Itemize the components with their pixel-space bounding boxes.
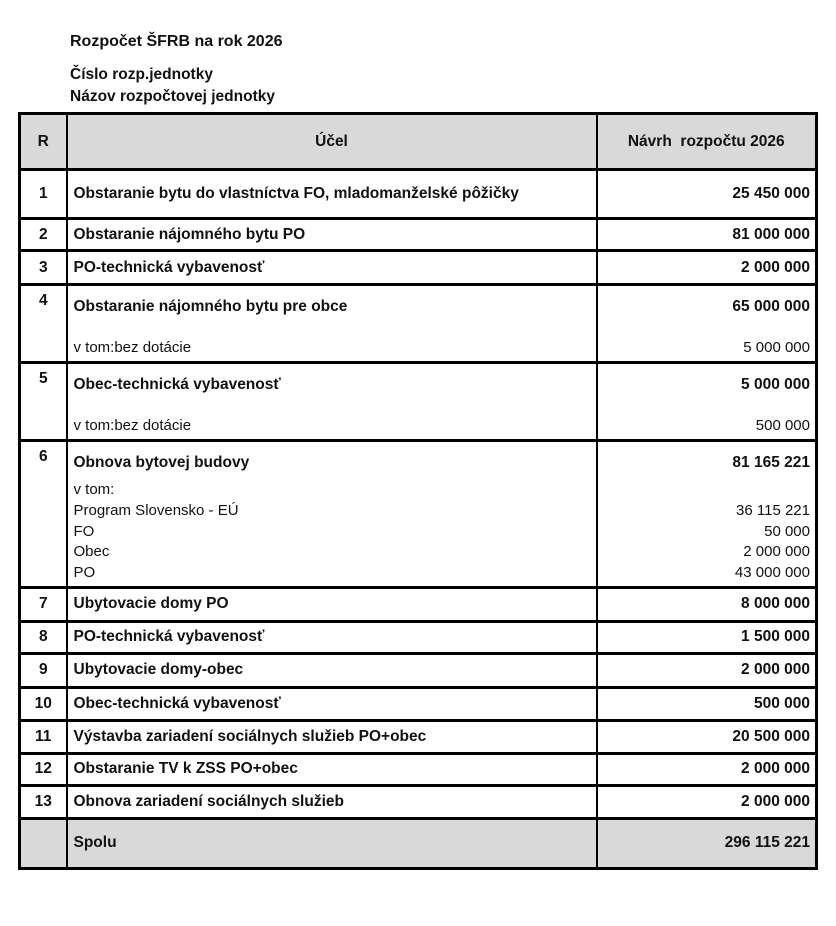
- total-value: 296 115 221: [597, 818, 817, 868]
- row-label: Ubytovacie domy PO: [67, 587, 597, 621]
- row-label: Obstaranie nájomného bytu pre obce: [73, 298, 348, 315]
- row-value: 81 165 221: [732, 454, 810, 471]
- document-header: [0, 0, 836, 108]
- row-label: Ubytovacie domy-obec: [67, 653, 597, 687]
- document-subtitle-1: Číslo rozp.jednotky: [70, 66, 213, 83]
- row-label: Obec-technická vybavenosť: [73, 376, 281, 393]
- row-value: 500 000: [597, 687, 817, 720]
- row-value-group: [597, 441, 817, 588]
- row-number: 3: [20, 251, 67, 285]
- header-cell-navrh: Návrh rozpočtu 2026: [597, 114, 817, 170]
- row-sub-values: [600, 480, 811, 584]
- row-label: Obstaranie bytu do vlastníctva FO, mladomanželské pôžičky: [67, 170, 597, 219]
- row-value: 2 000 000: [597, 753, 817, 785]
- row-label: Obstaranie nájomného bytu PO: [67, 219, 597, 251]
- row-label-group: [67, 363, 597, 441]
- row-number: 12: [20, 753, 67, 785]
- row-sub-label: PO: [73, 564, 96, 582]
- row-label: PO-technická vybavenosť: [67, 251, 597, 285]
- table-row: [20, 251, 817, 285]
- row-label: Obec-technická vybavenosť: [67, 687, 597, 720]
- row-sub-value: [600, 480, 811, 501]
- row-sub-labels: [74, 480, 592, 584]
- row-value: 1 500 000: [597, 621, 817, 653]
- row-sub-label: v tom:bez dotácie: [73, 339, 192, 356]
- table-row: [20, 285, 817, 363]
- table-row: [20, 621, 817, 653]
- row-value: 2 000 000: [597, 785, 817, 818]
- table-row: [20, 170, 817, 219]
- table-row: [20, 587, 817, 621]
- row-value-group: [597, 363, 817, 441]
- document-title: Rozpočet ŠFRB na rok 2026: [70, 33, 283, 50]
- row-number: 7: [20, 587, 67, 621]
- row-label: Obstaranie TV k ZSS PO+obec: [67, 753, 597, 785]
- row-sub-value: 500 000: [755, 417, 810, 434]
- row-sub-value: 5 000 000: [743, 339, 810, 356]
- row-number: 2: [20, 219, 67, 251]
- table-row: [20, 219, 817, 251]
- row-value: 65 000 000: [732, 298, 810, 315]
- table-row: [20, 687, 817, 720]
- table-row: [20, 653, 817, 687]
- row-number: 5: [20, 363, 67, 441]
- budget-table: [18, 112, 818, 870]
- row-number: 8: [20, 621, 67, 653]
- row-label-group: [67, 285, 597, 363]
- row-label: Obnova zariadení sociálnych služieb: [67, 785, 597, 818]
- row-number: 11: [20, 720, 67, 753]
- total-row-number-cell: [20, 818, 67, 868]
- row-label: Obnova bytovej budovy: [73, 454, 250, 471]
- row-value-group: [597, 285, 817, 363]
- row-sub-label: FO: [73, 522, 95, 540]
- header-cell-r: R: [20, 114, 67, 170]
- row-sub-value: 50 000: [764, 522, 810, 540]
- row-value: 25 450 000: [597, 170, 817, 219]
- row-value: 2 000 000: [597, 251, 817, 285]
- row-sub-value: 36 115 221: [736, 501, 810, 519]
- row-value: 2 000 000: [597, 653, 817, 687]
- table-header-row: [20, 114, 817, 170]
- row-sub-label: v tom:bez dotácie: [73, 417, 192, 434]
- row-label-group: [67, 441, 597, 588]
- row-number: 6: [20, 441, 67, 588]
- row-number: 10: [20, 687, 67, 720]
- row-value: 8 000 000: [597, 587, 817, 621]
- header-cell-ucel: Účel: [67, 114, 597, 170]
- row-number: 4: [20, 285, 67, 363]
- row-value: 5 000 000: [741, 376, 810, 393]
- table-row: [20, 785, 817, 818]
- row-number: 13: [20, 785, 67, 818]
- row-sub-label: v tom:: [73, 481, 115, 498]
- row-sub-value: 2 000 000: [743, 543, 810, 561]
- row-number: 1: [20, 170, 67, 219]
- row-label: PO-technická vybavenosť: [67, 621, 597, 653]
- row-sub-label: Obec: [73, 543, 110, 561]
- table-row: [20, 441, 817, 588]
- table-row: [20, 720, 817, 753]
- row-sub-label: Program Slovensko - EÚ: [73, 501, 239, 519]
- document-subtitle-2: Názov rozpočtovej jednotky: [70, 88, 275, 105]
- row-label: Výstavba zariadení sociálnych služieb PO+obec: [67, 720, 597, 753]
- table-row: [20, 363, 817, 441]
- row-value: 20 500 000: [597, 720, 817, 753]
- row-value: 81 000 000: [597, 219, 817, 251]
- total-label: Spolu: [67, 818, 597, 868]
- row-number: 9: [20, 653, 67, 687]
- total-row: [20, 818, 817, 868]
- row-sub-value: 43 000 000: [734, 564, 810, 582]
- table-row: [20, 753, 817, 785]
